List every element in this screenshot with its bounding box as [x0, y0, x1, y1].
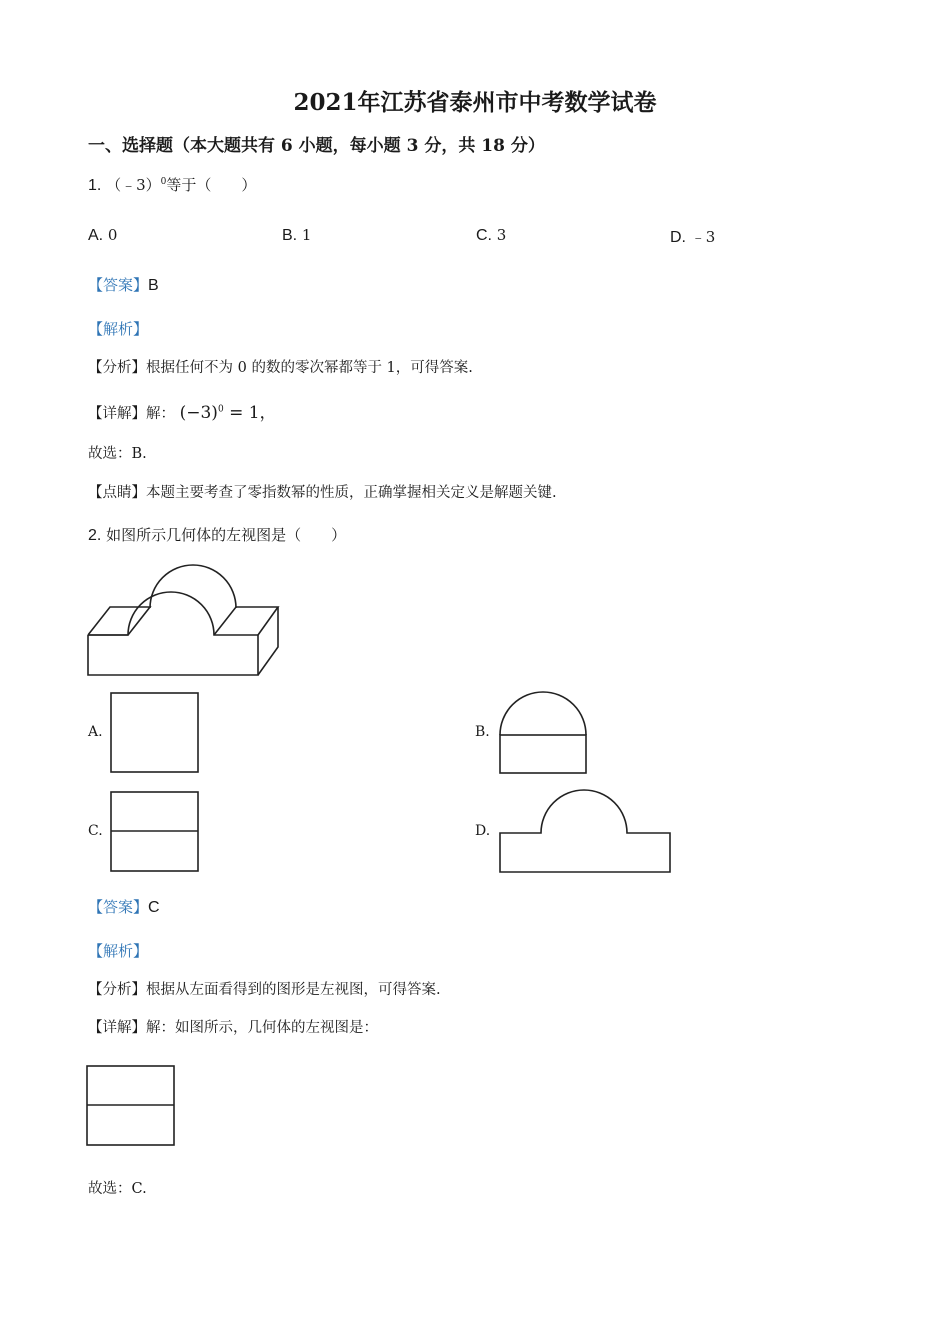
rect-shape — [500, 735, 586, 773]
front-top-arc — [88, 592, 258, 635]
q1-formula: $(-3)^0 = 1$， — [179, 403, 277, 423]
q1-option-b: B. 1 — [282, 226, 312, 244]
q1-guxuan: 故选：B. — [88, 446, 147, 462]
q2-xiangjie: 【详解】解：如图所示，几何体的左视图是： — [88, 1020, 378, 1036]
question-1-text-pre: （﹣3） — [106, 176, 161, 194]
q2-guxuan: 故选：C. — [88, 1181, 147, 1197]
q2-option-d-figure — [499, 787, 674, 875]
q1-xiangjie: 【详解】解： $(-3)^0 = 1$， — [88, 403, 277, 423]
square-shape — [111, 693, 198, 772]
q1-option-a: A. 0 — [88, 226, 118, 244]
q2-option-a-figure — [110, 692, 200, 774]
section-heading: 一、选择题（本大题共有 6 小题，每小题 3 分，共 18 分） — [88, 136, 545, 156]
question-1-exponent: 0 — [160, 177, 167, 187]
q1-fenxi: 【分析】根据任何不为 0 的数的零次幂都等于 1，可得答案. — [88, 360, 473, 376]
profile-shape — [500, 790, 670, 872]
question-1-text-post: 等于（ ） — [166, 176, 257, 194]
q2-option-b-figure — [499, 688, 589, 776]
q2-answer: 【答案】C — [88, 898, 160, 916]
page-title: 2021年江苏省泰州市中考数学试卷 — [293, 89, 657, 116]
q1-option-c: C. 3 — [476, 226, 507, 244]
semicircle-shape — [500, 692, 586, 735]
right-top-face — [214, 607, 278, 635]
question-1 — [88, 174, 256, 195]
q2-fenxi: 【分析】根据从左面看得到的图形是左视图，可得答案. — [88, 982, 441, 998]
q1-analysis-tag: 【解析】 — [88, 320, 149, 338]
q1-option-d: D. ﹣3 — [670, 228, 716, 246]
solid-figure — [80, 560, 290, 680]
right-side-face — [258, 607, 278, 675]
q2-option-d-label: D. — [475, 823, 491, 839]
q2-analysis-tag: 【解析】 — [88, 942, 149, 960]
q2-option-a-label: A. — [88, 724, 103, 740]
left-top-face — [88, 607, 150, 635]
q2-option-b-label: B. — [475, 724, 490, 740]
q2-option-c-label: C. — [88, 823, 103, 839]
back-arc — [150, 565, 236, 608]
q1-answer: 【答案】B — [88, 276, 159, 294]
question-1-number: 1. — [88, 177, 102, 194]
q2-answer-figure — [86, 1065, 176, 1147]
front-face — [88, 635, 258, 675]
q1-dianjing: 【点睛】本题主要考查了零指数幂的性质，正确掌握相关定义是解题关键. — [88, 485, 557, 501]
question-2: 2. 如图所示几何体的左视图是（ ） — [88, 526, 347, 544]
q2-option-c-figure — [110, 791, 200, 873]
